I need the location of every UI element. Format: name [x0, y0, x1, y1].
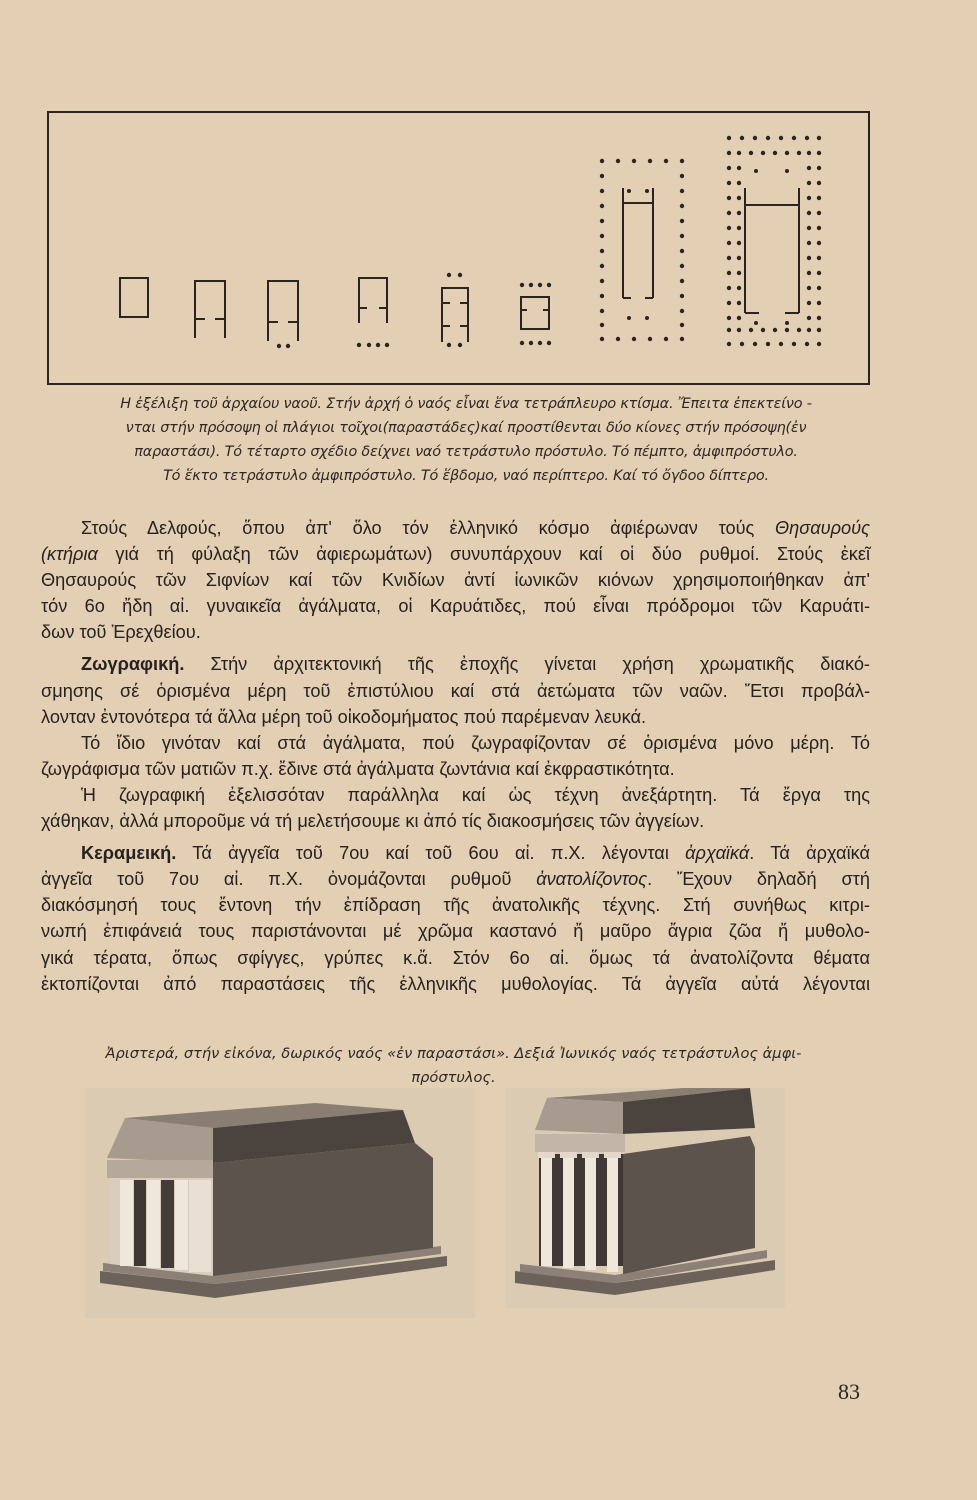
photos-caption-line: πρόστυλος.	[411, 1069, 496, 1086]
text-run: Στούς Δελφούς, ὅπου ἀπ' ὅλο τόν ἑλληνικό κόσμο ἀφιέρωναν τούς	[81, 518, 776, 538]
plans-caption-line: Η ἐξέλιξη τοῦ ἀρχαίου ναοῦ. Στήν ἀρχή ὁ ναός εἶναι ἕνα τετράπλευρο κτίσμα. Ἔπειτα ἐπεκτείνο -	[120, 396, 812, 412]
paragraph-painting	[41, 651, 870, 729]
plans-caption-line: παραστάσι). Τό τέταρτο σχέδιο δείχνει ναό τετράστυλο πρόστυλο. Τό πέμπτο, ἀμφιπρόστυλο.	[134, 444, 798, 460]
ceramics-heading: Κεραμεική.	[81, 843, 177, 864]
text-line: σμησης σέ ὁρισμένα μέρη τοῦ ἐπιστύλιου καί στά ἀετώματα τῶν ναῶν. Ἔτσι προβάλ-	[41, 680, 870, 701]
plan-4	[359, 278, 387, 323]
text-line: τόν 6ο ἤδη αἰ. γυναικεῖα ἀγάλματα, οἱ Καρυάτιδες, πού εἶναι πρόδρομοι τῶν Καρυάτι-	[41, 596, 870, 617]
text-run: ἀγγεῖα τοῦ 7ου αἰ. π.Χ. ὀνομάζονται ρυθμοῦ	[41, 869, 537, 890]
italic-term: ἀνατολίζοντος	[536, 869, 648, 890]
paragraph-independent-art	[41, 782, 870, 834]
plan-3	[268, 281, 298, 341]
text-line	[41, 541, 870, 567]
plan-6	[521, 297, 549, 329]
body-text	[41, 515, 870, 997]
paragraph-statues	[41, 730, 870, 782]
temple-plans-figure	[47, 111, 870, 385]
text-line: Ἡ ζωγραφική ἐξελισσόταν παράλληλα καί ὡς τέχνη ἀνεξάρτητη. Τά ἔργα της	[81, 784, 870, 805]
photos-caption-line: Ἀριστερά, στήν εἰκόνα, δωρικός ναός «ἐν παραστάσι». Δεξιά Ἰωνικός ναός τετράστυλος ἀμφι-	[105, 1045, 802, 1062]
text-line	[41, 651, 870, 677]
plan-1	[120, 278, 148, 317]
text-run: . Τά ἀρχαϊκά	[749, 843, 870, 864]
ionic-temple-photo	[505, 1088, 785, 1308]
text-run: Τά ἀγγεῖα τοῦ 7ου καί τοῦ 6ου αἰ. π.Χ. λέγονται	[176, 843, 686, 864]
text-line	[41, 515, 870, 541]
doric-temple-photo	[85, 1088, 475, 1318]
text-line	[41, 866, 870, 892]
text-line: λονταν ἐντονότερα τά ἄλλα μέρη τοῦ οἰκοδομήματος πού παρέμεναν λευκά.	[41, 706, 647, 727]
photos-caption	[37, 1042, 870, 1090]
doric-temple-image	[85, 1088, 475, 1318]
plan-2	[195, 281, 225, 338]
text-line: ἐκτοπίζονται ἀπό παραστάσεις τῆς ἑλληνικῆς μυθολογίας. Τά ἀγγεῖα αὐτά λέγονται	[41, 973, 870, 994]
text-line: Τό ἴδιο γινόταν καί στά ἀγάλματα, πού ζωγραφίζονταν σέ ὁρισμένα μόνο μέρη. Τό	[81, 732, 870, 753]
ionic-temple-image	[505, 1088, 785, 1308]
text-run: . Ἔχουν δηλαδή στή	[647, 869, 870, 890]
italic-term: ἀρχαϊκά	[685, 843, 750, 864]
italic-term: (κτήρια	[41, 544, 98, 565]
text-line: Θησαυρούς τῶν Σιφνίων καί τῶν Κνιδίων ἀντί ἰωνικῶν κιόνων χρησιμοποιήθηκαν ἀπ'	[41, 570, 870, 591]
plan-5	[442, 288, 468, 342]
page-number: 83	[838, 1379, 860, 1404]
plans-caption-line: νται στήν πρόσοψη οἱ πλάγιοι τοῖχοι(παραστάδες)καί προστίθενται δύο κίονες στήν πρόσοψη(ἐν	[125, 420, 807, 436]
plans-caption	[62, 392, 870, 488]
text-line: ζωγράφισμα τῶν ματιῶν π.χ. ἔδινε στά ἀγάλματα ζωντάνια καί ἐκφραστικότητα.	[41, 758, 675, 779]
text-run: Στήν ἀρχιτεκτονική τῆς ἐποχῆς γίνεται χρήση χρωματικῆς διακό-	[184, 654, 870, 675]
text-run: γιά τή φύλαξη τῶν ἀφιερωμάτων) συνυπάρχουν καί οἱ δύο ρυθμοί. Στούς ἐκεῖ	[115, 544, 870, 565]
plans-caption-line: Τό ἕκτο τετράστυλο ἀμφιπρόστυλο. Τό ἕβδομο, ναό περίπτερο. Καί τό ὄγδοο δίπτερο.	[163, 468, 769, 484]
paragraph-ceramics	[41, 840, 870, 997]
text-line: γικά τέρατα, ὅπως σφίγγες, γρύπες κ.ἄ. Στόν 6ο αἰ. ὅμως τά ἀνατολίζοντα θέματα	[41, 947, 870, 968]
plan-8	[745, 188, 799, 313]
text-line: νωπή ἐπιφάνειά τους παριστάνονται μέ χρῶμα καστανό ἤ μαῦρο ἄγρια ζῶα ἤ μυθολο-	[41, 921, 870, 942]
italic-term: Θησαυρούς	[775, 518, 870, 538]
plan-7	[623, 188, 653, 298]
text-line: δων τοῦ Ἐρεχθείου.	[41, 622, 201, 643]
text-line: διακόσμησή τους ἔντονη τήν ἐπίδραση τῆς ἀνατολικῆς τέχνης. Στή συνήθως κιτρι-	[41, 895, 870, 916]
temple-plans-drawing	[49, 113, 872, 387]
paragraph-delphi	[41, 515, 870, 645]
painting-heading: Ζωγραφική.	[81, 654, 185, 675]
text-line	[41, 840, 870, 866]
text-line: χάθηκαν, ἀλλά μποροῦμε νά τή μελετήσουμε κι ἀπό τίς διακοσμήσεις τῶν ἀγγείων.	[41, 811, 705, 832]
